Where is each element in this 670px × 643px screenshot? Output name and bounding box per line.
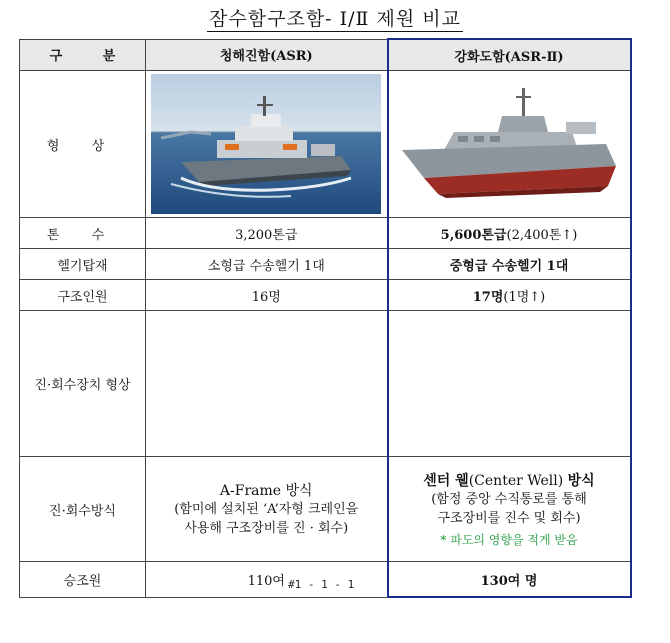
method-ship2-note: * 파도의 영향을 적게 받음 [440, 533, 578, 547]
ship1-photo-cell [146, 71, 388, 218]
device-shape-ship2 [388, 311, 631, 457]
method-ship2-sub1: (함정 중앙 수직통로를 통해 [431, 492, 587, 507]
rescue-label: 구조인원 [20, 280, 146, 311]
annotation-code: #1 - 1 - 1 [288, 578, 355, 591]
method-ship1-sub1: (함미에 설치된 ‘A’자형 크레인을 [174, 502, 359, 517]
shape-row [20, 71, 631, 218]
tonnage-label: 톤 수 [20, 218, 146, 249]
device-shape-row [20, 311, 631, 457]
rescue-ship2: 17명(1명↑) [388, 280, 631, 311]
tonnage-ship2: 5,600톤급(2,400톤↑) [388, 218, 631, 249]
complement-ship1 [146, 562, 388, 598]
comparison-table [19, 38, 632, 598]
complement-row [20, 562, 631, 598]
rescue-ship1: 16명 [146, 280, 388, 311]
header-row [20, 39, 631, 71]
ship1-photo [151, 74, 381, 214]
helicopter-ship1: 소형급 수송헬기 1대 [146, 249, 388, 280]
helicopter-row [20, 249, 631, 280]
method-row [20, 457, 631, 562]
method-ship2-main: 센터 웰(Center Well) 방식 [423, 473, 595, 489]
method-ship1 [146, 457, 388, 562]
shape-label: 형 상 [20, 71, 146, 218]
complement-ship2: 130여 명 [388, 562, 631, 598]
device-shape-label: 진·회수장치 형상 [20, 311, 146, 457]
ship2-render-image [394, 74, 624, 214]
header-ship1: 청해진함(ASR) [146, 39, 388, 71]
ship2-render [394, 74, 624, 214]
helicopter-label: 헬기탑재 [20, 249, 146, 280]
ship2-render-cell [388, 71, 631, 218]
rescue-row [20, 280, 631, 311]
ship1-photo-image [151, 74, 381, 214]
complement-label: 승조원 [20, 562, 146, 598]
page-title: 잠수함구조함- Ⅰ/Ⅱ 제원 비교 [209, 8, 461, 30]
tonnage-row [20, 218, 631, 249]
method-ship2-sub2: 구조장비를 진수 및 회수) [437, 511, 581, 526]
header-ship2: 강화도함(ASR-Ⅱ) [388, 39, 631, 71]
complement-ship1-value: 110여 [247, 573, 285, 589]
header-category: 구 분 [20, 39, 146, 71]
method-ship1-sub2: 사용해 구조장비를 진 · 회수) [184, 521, 349, 536]
device-shape-ship1 [146, 311, 388, 457]
helicopter-ship2: 중형급 수송헬기 1대 [388, 249, 631, 280]
method-label: 진·회수방식 [20, 457, 146, 562]
tonnage-ship1: 3,200톤급 [146, 218, 388, 249]
method-ship2 [388, 457, 631, 562]
method-ship1-main: A-Frame 방식 [219, 483, 313, 499]
